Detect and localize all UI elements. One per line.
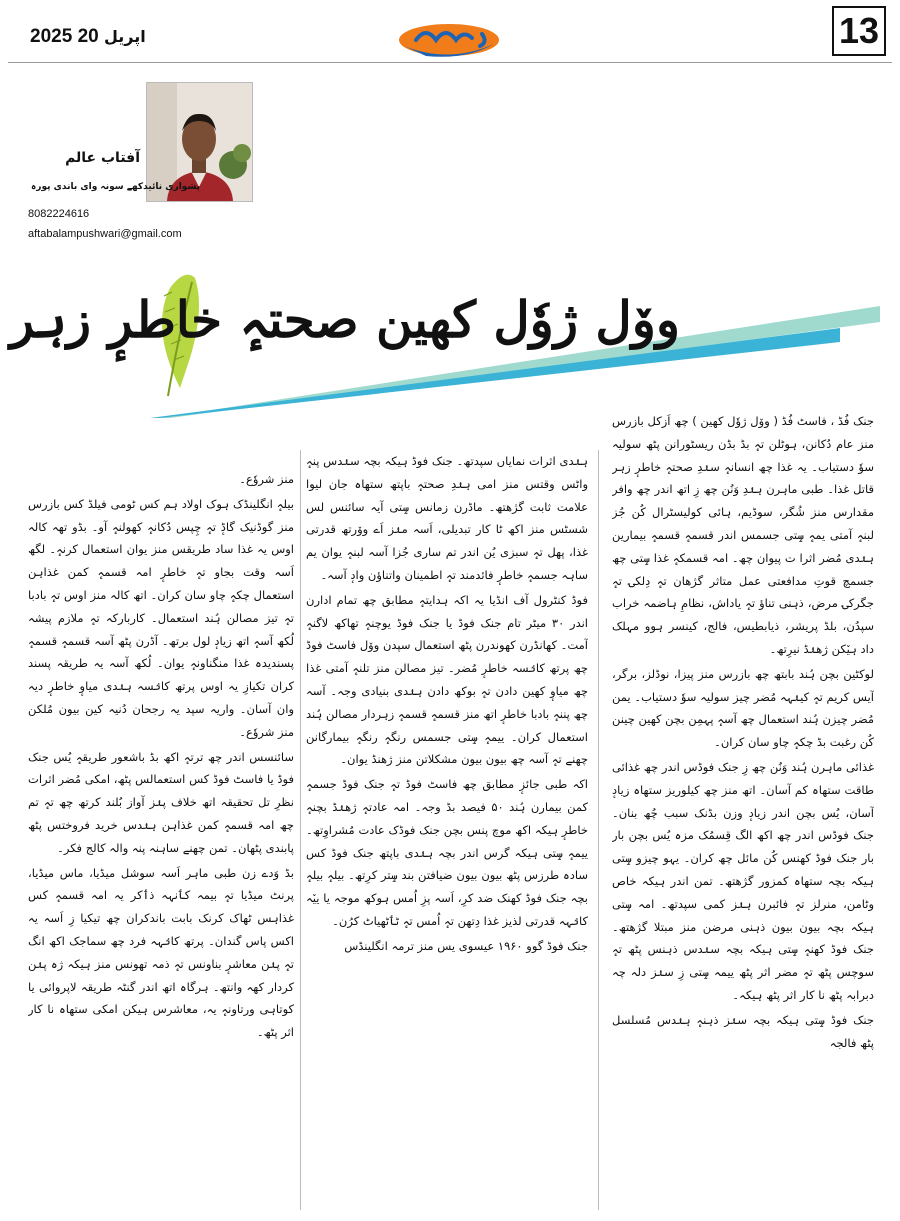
author-location: پشواری نائیدکھے سونہ وای باندی پورہ [31,182,200,192]
paragraph: غذائی ماہرن ہُند وَنُن چھ زِ جنک فوڈس اندر چھ غذائی طاقت ستھاہ کم آسان۔ اتھ منز چھ کیلوریز ستھاہ زیادٕ آسان، یُس بچن اندر زیادٕ وزن بڈنک سبب چُھ بنان۔ جنک فوڈس اندر چھ اکھ الگ قِسمُک مزہ یُس بچن بار بار جنک فوڈ کھنس کُن مائل چھ کران۔ یہو چیزو سٟتی ہیکہ بچہ ستھاہ کمزور گژھتھ۔ تمن اندر ہیکہ خاص وٹامن، منرلز تہٕ فائبرن ہنٛز کمی سپدتھ۔ امہ سٟتی ہیکہ بچہ بیون بیون ذہنی مرضن منز مبتلا گژھتھ۔ جنک فوڈ کھنہٕ سٟتی ہیکہ بچہ سنٛدس ذہنس پٹھ تہٕ سوچس پٹھ تہٕ مضر اثر پٹھ ییمہ سٟتی زِ سنٛز دلہ چہ دبرابہ پٹھ نا کار اثر پٹھ ہیکہ۔ [612,759,874,1002]
author-name: آفتاب عالم [65,150,140,166]
page-header [0,0,900,62]
paragraph: منز شروٗع۔ [239,472,294,486]
date-month: اپریل [103,27,146,46]
article-headline: ووٚل ژوٗل کھین صحتہٕ خاطرٕ زہر [10,290,680,349]
column-divider [300,450,301,1210]
paragraph: ہنٛدی اثرات نمایاں سپدتھ۔ جنک فوڈ ہیکہ بچہ سنٛدس پنہٕ واٹس وقتس منز امی ہنٛدِ صحتہٕ باپتھ ستھاہ جان لیوا علامت ثابت گژھتھ۔ ماڈرن زمانس سٟتی آیہ سائنس لس شسٹس منز اکھ ٹا کار تبدیلی، اَسہ منٛز اَے ووٚرتھ قدرتی غذا، پھل تہٕ سبزی یُن اندر تم ساری جُزا آسہ لبنہٕ یوان یم ساہہ جسمہٕ خاطرٕ فائدمند تہٕ اطمینان واتناؤن وادٕ آسہ۔ [306,454,588,582]
paragraph: بیلہٕ انگلینڈک ہوک اولاد ہم کس ٹومی فیلڈ کس بازرس منز گوڈنیک گاڈٕ تہٕ چِپس دُکانہٕ کھولنہٕ آو۔ بڈو تھہ کالہ اوس یہ غذا ساد طریقس منز یوان استعمال کرنہٕ۔ لگھ اَسہ وقت بجاو تہٕ خاطرٕ امہ قسمہٕ کمن غذاہن استعمال چکہٕ چاو سان کران۔ اتھ کالہ منز اوس تہٕ بادبا تہٕ تیز مصالن ہُند استعمال۔ کاربارکہ تہٕ ملازم پیشہ لُکھ آسہٕ اتھ زیادٕ لول برتھ۔ آڈرن پٹھ آسہ قسمہٕ قسمہٕ پسندیدہ غذا منگناونہٕ یوان۔ لُکھ آسہ یہ طریقہ پسند کران تکیازِ یہ اوس پرتھ کانٛسہ ہنٛدی میاوٕ خاطرٕ دیہ وان آسان۔ واریہ سپد یہ رجحان دُنیہ کین بیون مُلکن منز شروٗع۔ [28,496,294,739]
paragraph: سائنسس اندر چھ ترتہٕ اکھ بڈ باشعور طریقہٕ یُس جنک فوڈ یا فاسٹ فوڈ کس استعمالس پٹھ، امکی مُضر اثرات نظرِ تل تحقیقہ اتھ خلاف پنٛز آواز بُلند کرتھ چھ تہٕ تم چھ امہ قسمہٕ کمن غذاہن ہنٛدس خرید فروختس پٹھ پابندی پٹھان۔ تمن چھنے ساہنہ پنہ والہ کالج فکر۔ [28,749,294,855]
date-year: 2025 [30,26,73,47]
paragraph: بڈ وَدے زن طبی ماہر اَسہ سوشل میڈیا، ماس میڈیا، پرنٹ میڈیا تہٕ بیمہ کٲنہہ ذٲکر یہ امہ قسمہٕ کس غذاہس ٹھاک کرنک بابت باندکران چھ تیکیا زِ اَسہ یہ اکس پاس گندان۔ پرتھ کانٛہہ فرد چھ سماجک اکھ انگ تہٕ پنٛن معاشرٕ بناونس تہٕ ذمہ تھونس منز ہیکہ ژہ پنٛن کردار کھہ وانتھ۔ ہرگاہ اتھ اندر گنٹہ طریقہ لاپروائی یا کوتاہی ورتاونہٕ یہ، معاشرس ہیکن امکی ستھاہ نا کار اثر پٹھ۔ [28,865,294,1040]
date-day: 20 [77,26,99,47]
header-divider [8,62,892,63]
issue-date [30,26,146,48]
column-divider [598,450,599,1210]
paragraph: لوکٹین بچن ہُند بابتھ چھ بازرس منز پیزا، نوڈلز، برگر، آیس کریم تہٕ کینٛہہ مُضر چیز سولیہ سوٗ دستیاب۔ یمن مُضر چیزن ہُند استعمال چھ آسہٕ پہمِن بچن کھین چینن کُن رغبت بڈ چکہٕ چاو سان کران۔ [612,666,874,750]
paragraph: جنک فوڈ سٟتی ہیکہ بچہ سنٛز ذہنہٕ ہنٛدس مُسلسل پٹھ فالجہ [612,1012,874,1050]
author-phone: 8082224616 [28,208,90,220]
article-column-left [28,468,294,1210]
paragraph: جنک فُڈ ، فاسٹ فُڈ ( ووٚل ژوٗل کھین ) چھ اَزکل بازرس منز عام دُکانن، ہوٹلن تہٕ بڈ بڈن ریسٹورانن پٹھ سولیہ سوٗ دستیاب۔ یہ غذا چھ انسانہٕ سنٛدِ صحتہٕ خاطرٕ زہر قاتل غذا۔ طبی ماہرن ہنٛدِ وَنُن چھ زِ اتھ اندر چھ وافر مقدارس منز شُگر، سوڈیم، ہائی کولیسٹرال کُن جُز لبنہٕ آمتی یمہٕ سٟتی جسمس اندر قسمہٕ قسمہٕ بیمارین ہنٛدی مُضر اثرا ت پیوان چھ۔ امہ قسمکہٕ غذا سٟتی چھ جسمچ قوتِ مدافعتی عمل متاثر گژھان تہٕ دِلکۍ تہٕ جگرکۍ مرض، ذہنی تناؤ تہٕ یاداش، نظامِ ہاضمہ خراب سپدُن، بلڈ پریشر، ذیابطیس، فالج، کینسر ہوو مہلک داد ہیٚکن ژھنٛڈ نیرِتھ۔ [612,414,874,656]
article-column-right [612,410,874,1210]
page-number: 13 [832,6,886,56]
paragraph: اکہ طبی جائزٕ مطابق چھ فاسٹ فوڈ تہٕ جنک فوڈ جسمہٕ کمن بیمارن ہُند ۵۰ فیصد بڈ وجہ۔ امہ عادتہٕ ژھنٛڈ بچنہٕ خاطرٕ ہیکہ اکھ موچ پنس بچن جنک فوڈک عادت مُشراوِتھ۔ ییمہٕ سٟتی ہیکہ گرس اندر بچہ ہنٛدی باپتھ جنک فوڈ کس سادہ طرزس پٹھ بیون بیون ضیافتن بند سٟتر کرِتھ۔ بیلہٕ بیلہٕ بچہ جنک فوڈ کھنک ضد کرِ، اَسہ پزِ اُمس ہوکھ موجہ یا ییٚہ کانٛہہ قدرتی لذیز غذا دِتھن تہٕ اُمس تہٕ ٹٲٹھیاٹ کرُن۔ [306,777,588,928]
author-email: aftabalampushwari@gmail.com [28,228,182,240]
sankal-logo [396,16,502,60]
paragraph: فوڈ کنٹرول آف انڈیا یہ اکہ ہدایتہٕ مطابق چھ تمام ادارن اندر ۳۰ میٹر تام جنک فوڈ یا جنک فوڈ یوچنہٕ تھاکھ لاگنہٕ آمت۔ کھانڈرن کھوندرن پٹھ استعمال سپدن ووٚل فاسٹ فوڈ چھ پرتھ کانٛسہ خاطرٕ مُضر۔ تیز مصالن منز تلنہٕ آمتی غذا چھ میاوٕ کھین دادن تہٕ بوکھ دادن ہنٛدی بنیادی وجہ۔ آسہ چھ پننہٕ بادبا خاطرٕ اتھ منز قسمہٕ قسمہٕ زہردار مصالن ہُند استعمال کران۔ ییمہٕ سٟتی جسمس رنگہٕ رنگہٕ بیمارگانن چھنے تہٕ آسہ چھ بیون بیون مشکلاتن منز ژھنڈ یوان۔ [306,592,588,767]
article-column-middle [306,450,588,1210]
paragraph: جنک فوڈ گوو ۱۹۶۰ عیسوی یس منز ترمہ انگلینڈس [344,938,588,953]
